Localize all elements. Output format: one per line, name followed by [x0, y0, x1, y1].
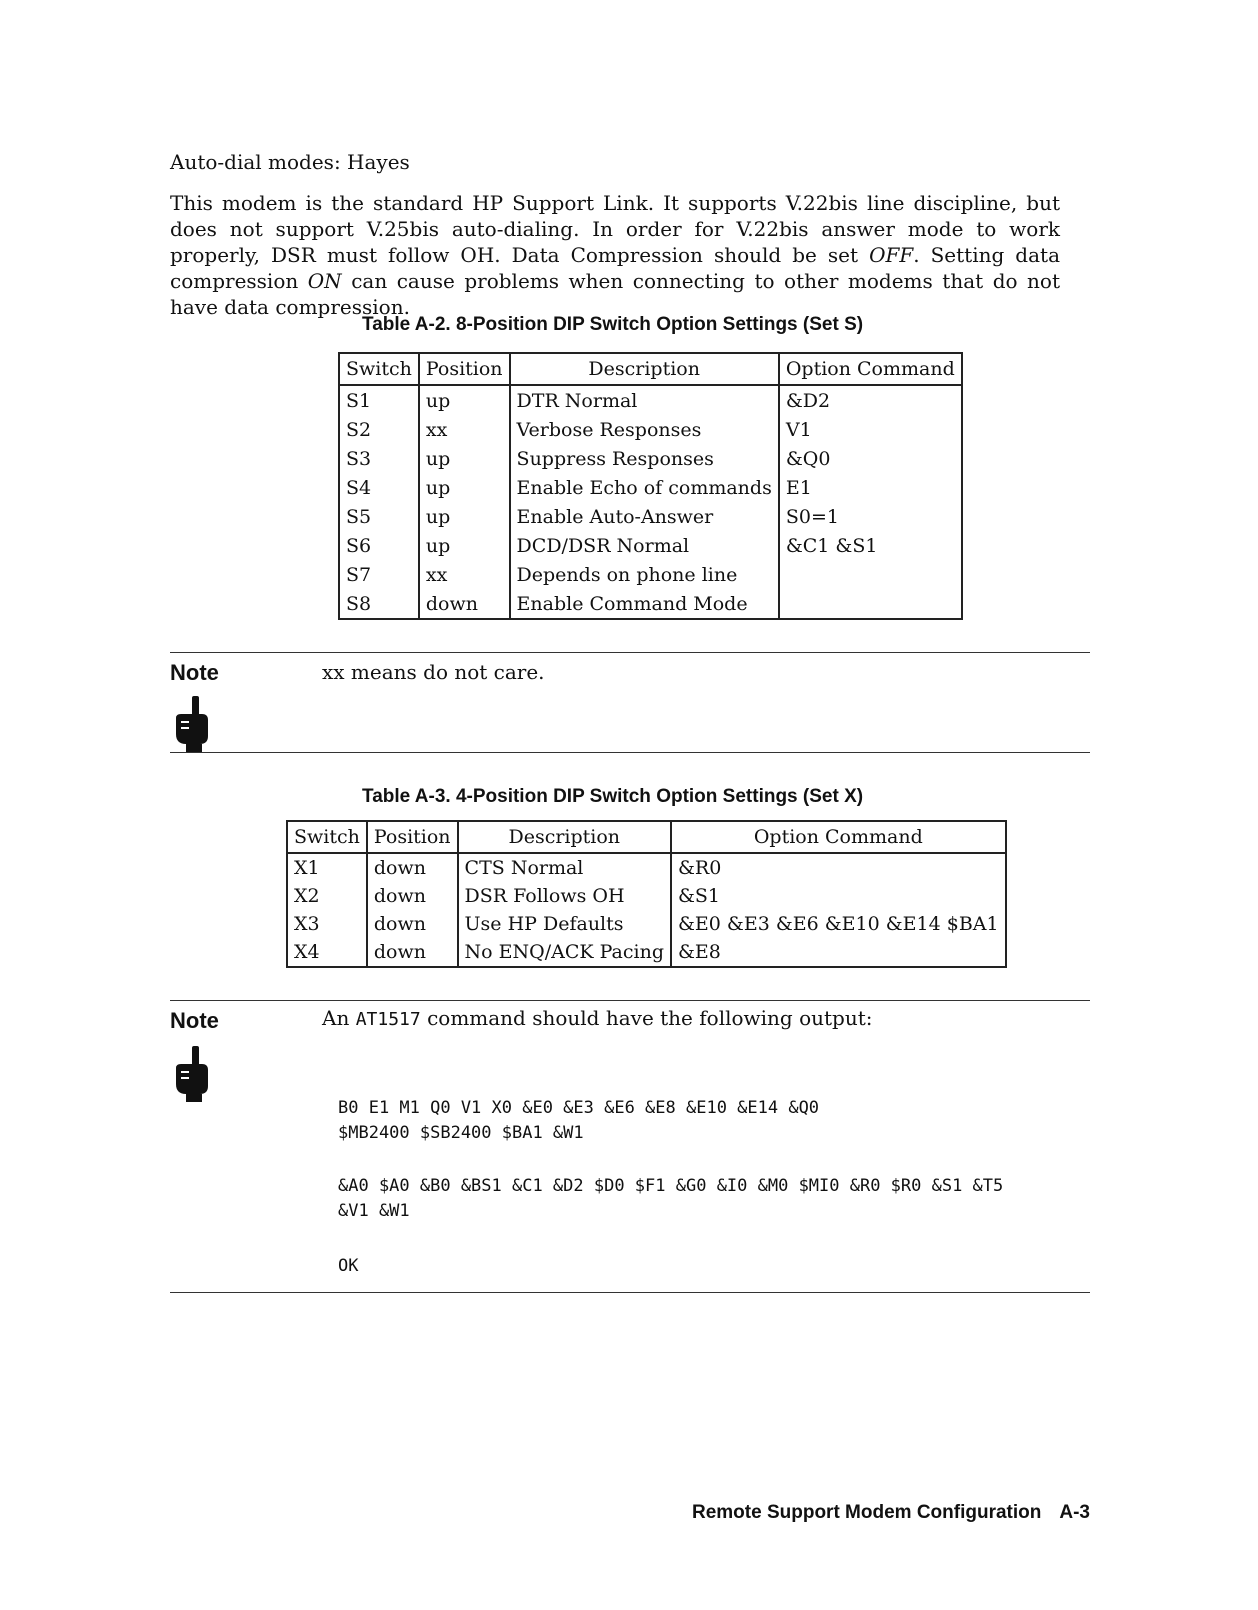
note2-top-rule	[170, 1000, 1090, 1001]
note2-text-prefix: An	[322, 1006, 356, 1030]
table-cell: X1	[287, 853, 367, 882]
paragraph-part3: can cause problems when connecting to other modems that do not have data compression.	[170, 269, 1061, 319]
table-cell: xx	[419, 415, 510, 444]
table-a3-title: Table A-3. 4-Position DIP Switch Option Settings (Set X)	[362, 786, 864, 807]
table-cell: S4	[339, 473, 419, 502]
table-row	[339, 531, 962, 560]
note2-text	[322, 1006, 873, 1030]
table-row	[339, 415, 962, 444]
table-cell: Enable Auto-Answer	[510, 502, 779, 531]
table-cell: &E8	[671, 938, 1006, 967]
table-cell: &S1	[671, 882, 1006, 910]
page-footer	[692, 1502, 1090, 1524]
note1-text: xx means do not care.	[322, 660, 545, 684]
table-a2	[338, 352, 963, 620]
note1-top-rule	[170, 652, 1090, 653]
table-cell	[779, 589, 962, 619]
table-cell: Enable Command Mode	[510, 589, 779, 619]
table-cell: down	[419, 589, 510, 619]
pointing-hand-icon	[172, 696, 212, 752]
table-cell: S0=1	[779, 502, 962, 531]
table-a3-header-option-command: Option Command	[671, 821, 1006, 853]
table-row	[339, 473, 962, 502]
table-cell: S2	[339, 415, 419, 444]
table-row	[339, 560, 962, 589]
table-a3-header-position: Position	[367, 821, 458, 853]
table-cell: up	[419, 385, 510, 415]
table-cell: Verbose Responses	[510, 415, 779, 444]
table-cell: S3	[339, 444, 419, 473]
table-cell: X3	[287, 910, 367, 938]
table-cell: DTR Normal	[510, 385, 779, 415]
command-output-block-1: B0 E1 M1 Q0 V1 X0 &E0 &E3 &E6 &E8 &E10 &E14 &Q0 $MB2400 $SB2400 $BA1 &W1	[338, 1098, 820, 1143]
table-cell: S5	[339, 502, 419, 531]
table-a2-header-position: Position	[419, 353, 510, 385]
table-cell: Use HP Defaults	[458, 910, 671, 938]
command-output-block-2: &A0 $A0 &B0 &BS1 &C1 &D2 $D0 $F1 &G0 &I0 &M0 $MI0 &R0 $R0 &S1 &T5 &V1 &W1	[338, 1176, 1004, 1221]
note2-text-suffix: command should have the following output:	[420, 1006, 873, 1030]
table-cell: up	[419, 473, 510, 502]
table-cell: S7	[339, 560, 419, 589]
table-cell: X2	[287, 882, 367, 910]
note1-bottom-rule	[170, 752, 1090, 753]
table-cell: Depends on phone line	[510, 560, 779, 589]
table-cell	[779, 560, 962, 589]
table-a2-header-switch: Switch	[339, 353, 419, 385]
table-cell: xx	[419, 560, 510, 589]
table-cell: E1	[779, 473, 962, 502]
table-a2-header-row	[339, 353, 962, 385]
table-cell: down	[367, 853, 458, 882]
table-row	[287, 882, 1006, 910]
table-cell: X4	[287, 938, 367, 967]
pointing-hand-icon	[172, 1046, 212, 1102]
note2-bottom-rule	[170, 1292, 1090, 1293]
table-cell: DCD/DSR Normal	[510, 531, 779, 560]
table-cell: up	[419, 444, 510, 473]
table-cell: down	[367, 938, 458, 967]
table-a2-header-option-command: Option Command	[779, 353, 962, 385]
table-cell: No ENQ/ACK Pacing	[458, 938, 671, 967]
table-cell: DSR Follows OH	[458, 882, 671, 910]
intro-line: Auto-dial modes: Hayes	[170, 150, 410, 174]
description-paragraph	[170, 190, 1060, 320]
table-cell: &Q0	[779, 444, 962, 473]
table-cell: V1	[779, 415, 962, 444]
paragraph-emphasis-on: ON	[307, 269, 342, 293]
table-row	[287, 938, 1006, 967]
table-cell: up	[419, 531, 510, 560]
table-cell: S6	[339, 531, 419, 560]
table-a2-header-description: Description	[510, 353, 779, 385]
note1-label: Note	[170, 660, 219, 685]
table-a3-header-switch: Switch	[287, 821, 367, 853]
table-cell: &E0 &E3 &E6 &E10 &E14 $BA1	[671, 910, 1006, 938]
table-row	[339, 444, 962, 473]
table-cell: &D2	[779, 385, 962, 415]
page-number: A-3	[1059, 1502, 1090, 1523]
table-cell: CTS Normal	[458, 853, 671, 882]
command-output-ok: OK	[338, 1256, 359, 1276]
table-cell: up	[419, 502, 510, 531]
paragraph-part1: This modem is the standard HP Support Link. It supports V.22bis line discipline, but does not support V.25bis auto-dialing. In order for V.22bis answer mode to work properly, DSR must follow OH. Data Compression should be set	[170, 191, 1060, 267]
table-cell: down	[367, 910, 458, 938]
table-row	[339, 502, 962, 531]
table-row	[339, 385, 962, 415]
note2-label: Note	[170, 1008, 219, 1033]
table-a3-header-row	[287, 821, 1006, 853]
table-a3-header-description: Description	[458, 821, 671, 853]
footer-title: Remote Support Modem Configuration	[692, 1502, 1042, 1523]
table-a2-title: Table A-2. 8-Position DIP Switch Option Settings (Set S)	[362, 314, 864, 335]
table-cell: &C1 &S1	[779, 531, 962, 560]
table-cell: down	[367, 882, 458, 910]
paragraph-part2: . Setting data compression	[170, 243, 1060, 293]
table-cell: S8	[339, 589, 419, 619]
paragraph-emphasis-off: OFF	[869, 243, 914, 267]
table-row	[287, 910, 1006, 938]
table-cell: S1	[339, 385, 419, 415]
table-row	[339, 589, 962, 619]
table-a3	[286, 820, 1007, 968]
note2-command-code: AT1517	[355, 1009, 421, 1030]
table-row	[287, 853, 1006, 882]
table-cell: Enable Echo of commands	[510, 473, 779, 502]
table-cell: Suppress Responses	[510, 444, 779, 473]
table-cell: &R0	[671, 853, 1006, 882]
